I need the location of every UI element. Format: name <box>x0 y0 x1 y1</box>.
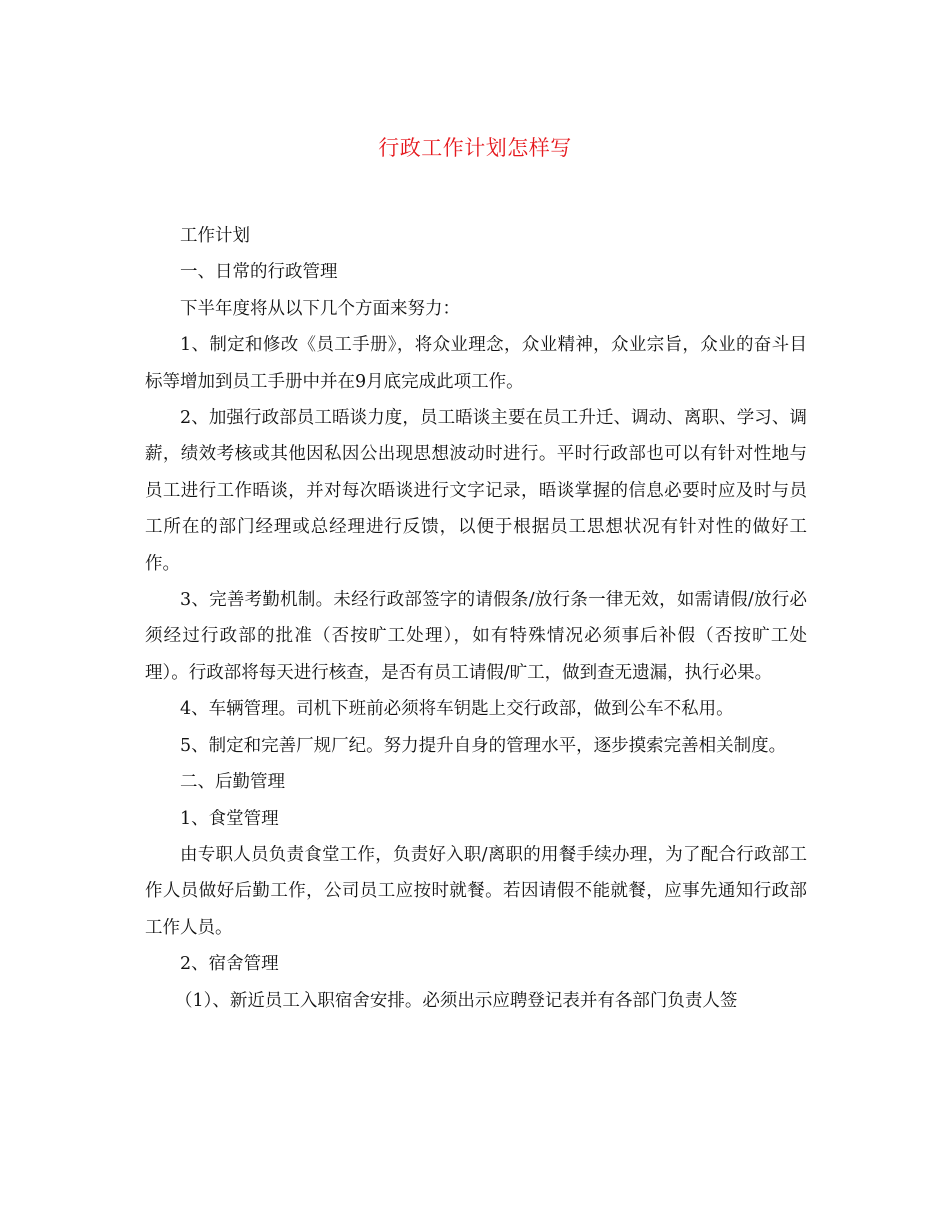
paragraph-intro: 下半年度将从以下几个方面来努力： <box>180 298 460 319</box>
subheading-dormitory: 2、宿舍管理 <box>180 954 279 975</box>
paragraph-item-1: 1、制定和修改《员工手册》，将众业理念，众业精神，众业宗旨，众业的奋斗目标等增加到员工手册中并在9月底完成此项工作。 <box>145 335 807 392</box>
paragraph-item-4: 4、车辆管理。司机下班前必须将车钥匙上交行政部，做到公车不私用。 <box>180 699 734 720</box>
paragraph-dormitory-1: （1）、新近员工入职宿舍安排。必须出示应聘登记表并有各部门负责人签 <box>175 990 738 1011</box>
subheading-canteen: 1、食堂管理 <box>180 808 279 829</box>
heading-logistics: 二、后勤管理 <box>180 772 285 793</box>
paragraph-canteen: 由专职人员负责食堂工作，负责好入职/离职的用餐手续办理，为了配合行政部工作人员做好后勤工作，公司员工应按时就餐。若因请假不能就餐，应事先通知行政部工作人员。 <box>145 844 807 938</box>
paragraph-work-plan: 工作计划 <box>180 226 250 246</box>
document-title: 行政工作计划怎样写 <box>378 136 572 160</box>
paragraph-item-2: 2、加强行政部员工晤谈力度，员工晤谈主要在员工升迁、调动、离职、学习、调薪，绩效考核或其他因私因公出现思想波动时进行。平时行政部也可以有针对性地与员工进行工作晤谈，并对每次晤谈进行文字记录，晤谈掌握的信息必要时应及时与员工所在的部门经理或总经理进行反馈，以便于根据员工思想状况有针对性的做好工作。 <box>145 408 807 574</box>
paragraph-item-3: 3、完善考勤机制。未经行政部签字的请假条/放行条一律无效，如需请假/放行必须经过行政部的批准（否按旷工处理），如有特殊情况必须事后补假（否按旷工处理）。行政部将每天进行核查，是否有员工请假/旷工，做到查无遗漏，执行必果。 <box>145 590 807 683</box>
heading-daily-admin: 一、日常的行政管理 <box>180 262 338 283</box>
paragraph-item-5: 5、制定和完善厂规厂纪。努力提升自身的管理水平，逐步摸索完善相关制度。 <box>180 735 787 756</box>
document-body <box>145 218 807 1019</box>
